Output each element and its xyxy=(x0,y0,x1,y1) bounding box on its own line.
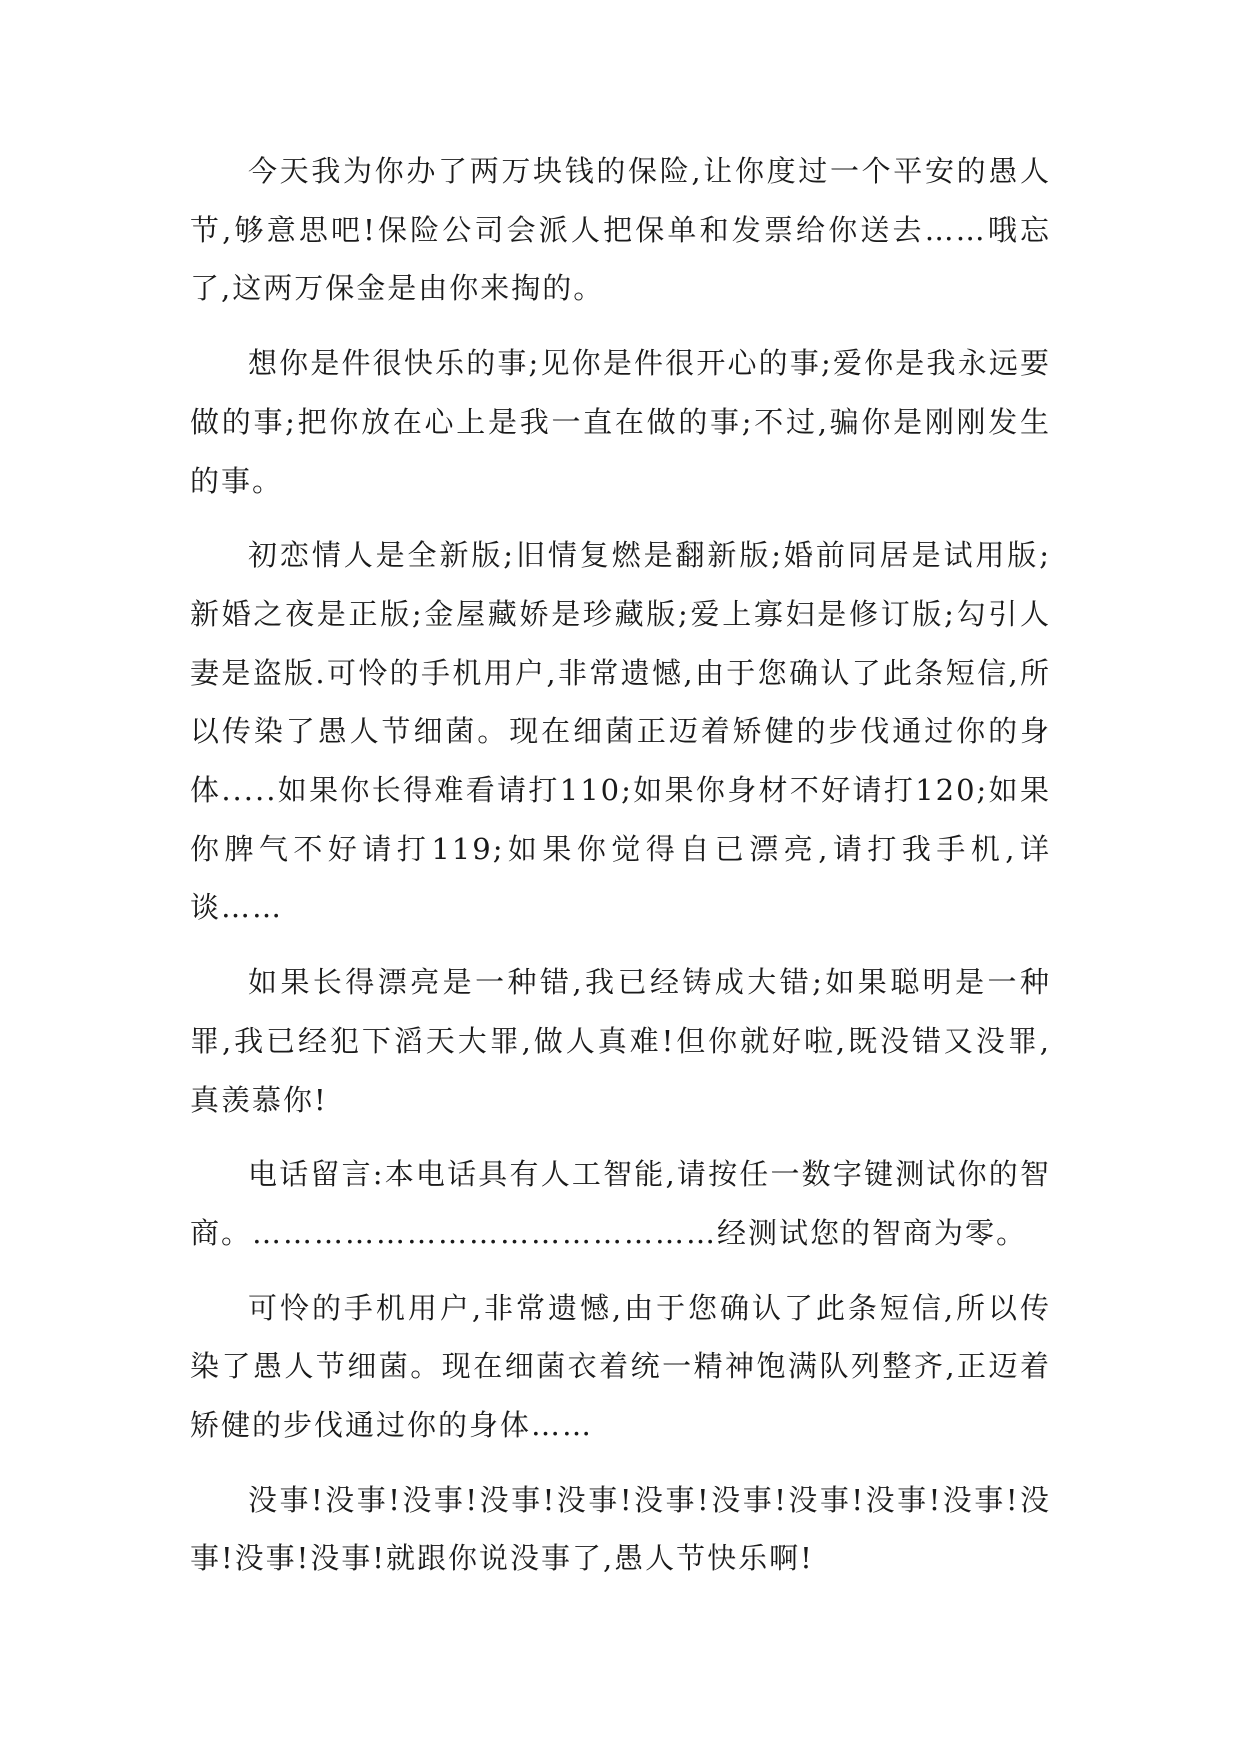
document-page xyxy=(190,142,1051,1604)
paragraph-nothing-wrong: 没事!没事!没事!没事!没事!没事!没事!没事!没事!没事!没事!没事!没事!就跟你说没事了,愚人节快乐啊! xyxy=(190,1482,1051,1576)
paragraph-insurance: 今天我为你办了两万块钱的保险,让你度过一个平安的愚人节,够意思吧!保险公司会派人把保单和发票给你送去……哦忘了,这两万保金是由你来掏的。 xyxy=(190,154,1051,306)
paragraph-versions: 初恋情人是全新版;旧情复燃是翻新版;婚前同居是试用版;新婚之夜是正版;金屋藏娇是珍藏版;爱上寡妇是修订版;勾引人妻是盗版.可怜的手机用户,非常遗憾,由于您确认了此条短信,所以传染了愚人节细菌。现在细菌正迈着矫健的步伐通过你的身体.....如果你长得难看请打110;如果你身材不好请打120;如果你脾气不好请打119;如果你觉得自已漂亮,请打我手机,详谈…… xyxy=(190,538,1051,925)
paragraph-beauty-is-a-mistake: 如果长得漂亮是一种错,我已经铸成大错;如果聪明是一种罪,我已经犯下滔天大罪,做人真难!但你就好啦,既没错又没罪,真羡慕你! xyxy=(190,965,1051,1117)
paragraph-bacteria: 可怜的手机用户,非常遗憾,由于您确认了此条短信,所以传染了愚人节细菌。现在细菌衣着统一精神饱满队列整齐,正迈着矫健的步伐通过你的身体…… xyxy=(190,1290,1051,1443)
paragraph-phone-message: 电话留言:本电话具有人工智能,请按任一数字键测试你的智商。………………………………………经测试您的智商为零。 xyxy=(190,1157,1051,1250)
paragraph-thinking-of-you: 想你是件很快乐的事;见你是件很开心的事;爱你是我永远要做的事;把你放在心上是我一直在做的事;不过,骗你是刚刚发生的事。 xyxy=(190,346,1051,498)
